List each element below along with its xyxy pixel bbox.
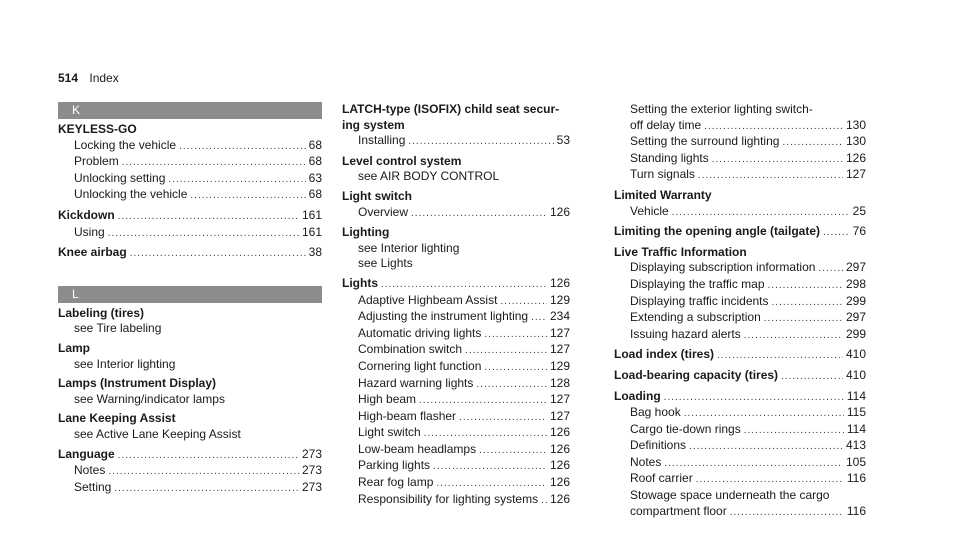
subentry: Setting ..... 273: [58, 480, 322, 497]
page-ref: 126: [549, 475, 570, 490]
page-ref: 161: [301, 207, 322, 222]
subentry: Cornering light function ..... 129: [342, 359, 570, 376]
section-letter-k: K: [58, 102, 322, 119]
subentry: Parking lights ..... 126: [342, 458, 570, 475]
page-ref: 297: [845, 310, 866, 325]
page-ref: 105: [845, 454, 866, 469]
index-entry-lights-continued: Setting the exterior lighting switch- off delay time ..... 130 Setting the surround lighting ..... 130 Standing lights ..... 126 Turn signals ..... 127: [614, 102, 866, 184]
page-ref: 115: [846, 405, 866, 420]
page-ref: 68: [308, 154, 322, 169]
subentry: Bag hook ..... 115: [614, 405, 866, 422]
page-ref: 410: [845, 367, 866, 382]
subentry: Adjusting the instrument lighting ..... 234: [342, 309, 570, 326]
subentry: Notes ..... 273: [58, 463, 322, 480]
page-ref: 129: [549, 292, 570, 307]
subentry: Overview ..... 126: [342, 205, 570, 222]
subentry: Rear fog lamp ..... 126: [342, 475, 570, 492]
page-ref: 273: [301, 446, 322, 461]
index-entry-lane-keeping: Lane Keeping Assist see Active Lane Keeping Assist: [58, 411, 322, 442]
page-ref: 161: [301, 224, 322, 239]
see-reference: see Active Lane Keeping Assist: [74, 426, 241, 441]
subentry: High-beam flasher ..... 127: [342, 409, 570, 426]
page-ref: 38: [308, 245, 322, 260]
section-letter-l: L: [58, 286, 322, 303]
subentry: Cargo tie-down rings ..... 114: [614, 422, 866, 439]
index-column-2: [342, 102, 570, 508]
subentry: off delay time ..... 130: [614, 118, 866, 135]
page-ref: 128: [549, 375, 570, 390]
index-entry-kickdown: Kickdown ..... 161 Using ..... 161: [58, 208, 322, 241]
subentry: Using ..... 161: [58, 225, 322, 242]
subentry: Turn signals ..... 127: [614, 167, 866, 184]
index-entry-lamps-display: Lamps (Instrument Display) see Warning/indicator lamps: [58, 376, 322, 407]
page-ref: 299: [845, 326, 866, 341]
subentry: Extending a subscription ..... 297: [614, 310, 866, 327]
subentry: Roof carrier ..... 116: [614, 471, 866, 488]
page-header-title: Index: [89, 71, 119, 85]
page-ref: 127: [845, 167, 866, 182]
subentry: Combination switch ..... 127: [342, 342, 570, 359]
page-ref: 127: [549, 392, 570, 407]
page-ref: 126: [549, 425, 570, 440]
subentry: Standing lights ..... 126: [614, 151, 866, 168]
subentry: Low-beam headlamps ..... 126: [342, 442, 570, 459]
subentry: Displaying traffic incidents ..... 299: [614, 294, 866, 311]
page-header: [58, 71, 119, 85]
page-ref: 53: [556, 133, 570, 148]
subentry: compartment floor ..... 116: [614, 504, 866, 521]
index-entry-latch: LATCH-type (ISOFIX) child seat secur- ing system Installing ..... 53: [342, 102, 570, 150]
page-ref: 127: [549, 408, 570, 423]
page-ref: 273: [301, 463, 322, 478]
page-ref: 126: [845, 150, 866, 165]
subentry: Problem ..... 68: [58, 154, 322, 171]
subentry: Adaptive Highbeam Assist ..... 129: [342, 293, 570, 310]
page-ref: 297: [845, 260, 866, 275]
page-ref: 68: [308, 137, 322, 152]
page-ref: 129: [549, 358, 570, 373]
subentry: Unlocking setting ..... 63: [58, 171, 322, 188]
page-ref: 127: [549, 325, 570, 340]
page-ref: 130: [845, 134, 866, 149]
index-entry-level-control: Level control system see AIR BODY CONTROL: [342, 154, 570, 185]
page-ref: 126: [549, 204, 570, 219]
entry-title: KEYLESS-GO: [58, 122, 137, 136]
page-number: 514: [58, 71, 79, 85]
see-reference: see Warning/indicator lamps: [74, 391, 225, 406]
page-ref: 126: [549, 275, 570, 290]
page-ref: 299: [845, 293, 866, 308]
subentry: Automatic driving lights ..... 127: [342, 326, 570, 343]
subentry: Responsibility for lighting systems ..... 126: [342, 492, 570, 509]
page-ref: 126: [549, 458, 570, 473]
see-reference: see AIR BODY CONTROL: [358, 169, 500, 184]
index-entry-lights: Lights ..... 126 Adaptive Highbeam Assist ..... 129 Adjusting the instrument lighting ..... 234 Automatic driving lights ..... 127 Combination switch ..... 127 Cornering light function ..... 129 Hazard warning lights ..... 128 High beam ..... 127 High-beam flasher ..... 127 Light switch ..... 126 Low-beam headlamps ..... 126 Parking lights ..... 126 Rear fog lamp ..... 126 Responsibility for lighting systems ..... 126: [342, 276, 570, 508]
page-ref: 68: [308, 187, 322, 202]
see-reference: see Lights: [358, 256, 413, 271]
index-entry-loading: Loading ..... 114 Bag hook ..... 115 Cargo tie-down rings ..... 114 Definitions ..... 413 Notes ..... 105 Roof carrier ..... 116 Stowage space underneath the cargo compartment floor ..... 116: [614, 389, 866, 521]
index-entry-language: Language ..... 273 Notes ..... 273 Setting ..... 273: [58, 447, 322, 497]
subentry: Vehicle ..... 25: [614, 204, 866, 221]
page-ref: 116: [846, 503, 866, 518]
page-ref: 114: [846, 421, 866, 436]
page-ref: 63: [308, 170, 322, 185]
page-ref: 273: [301, 479, 322, 494]
subentry: Definitions ..... 413: [614, 438, 866, 455]
page-ref: 76: [852, 224, 866, 239]
page-ref: 413: [845, 438, 866, 453]
subentry: Locking the vehicle ..... 68: [58, 138, 322, 155]
subentry: Installing ..... 53: [342, 133, 570, 150]
index-entry-opening-angle: Limiting the opening angle (tailgate) ..... 76: [614, 224, 866, 241]
subentry: Issuing hazard alerts ..... 299: [614, 327, 866, 344]
index-column-3: [614, 102, 866, 524]
subentry: Light switch ..... 126: [342, 425, 570, 442]
index-entry-labeling: Labeling (tires) see Tire labeling: [58, 306, 322, 337]
index-entry-load-index: Load index (tires) ..... 410: [614, 347, 866, 364]
see-reference: see Interior lighting: [74, 356, 176, 371]
subentry: Hazard warning lights ..... 128: [342, 376, 570, 393]
index-entry-load-bearing: Load-bearing capacity (tires) ..... 410: [614, 368, 866, 385]
subentry: Displaying subscription information ..... 297: [614, 260, 866, 277]
index-entry-lamp: Lamp see Interior lighting: [58, 341, 322, 372]
page-ref: 130: [845, 117, 866, 132]
page-ref: 127: [549, 342, 570, 357]
page-ref: 126: [549, 441, 570, 456]
index-entry-lighting: Lighting see Interior lighting see Lights: [342, 225, 570, 272]
subentry: Displaying the traffic map ..... 298: [614, 277, 866, 294]
subentry: High beam ..... 127: [342, 392, 570, 409]
see-reference: see Interior lighting: [358, 240, 460, 255]
page-ref: 410: [845, 347, 866, 362]
index-column-1: [58, 102, 322, 500]
index-entry-live-traffic: Live Traffic Information Displaying subscription information ..... 297 Displaying the traffic map ..... 298 Displaying traffic incidents ..... 299 Extending a subscription ..... 297 Issuing hazard alerts ..... 299: [614, 245, 866, 344]
page-ref: 116: [846, 471, 866, 486]
index-entry-knee-airbag: Knee airbag ..... 38: [58, 245, 322, 262]
page-ref: 114: [846, 388, 866, 403]
page-ref: 234: [549, 309, 570, 324]
page-ref: 126: [549, 491, 570, 506]
subentry: Unlocking the vehicle ..... 68: [58, 187, 322, 204]
index-entry-light-switch: Light switch Overview ..... 126: [342, 189, 570, 221]
subentry: Setting the surround lighting ..... 130: [614, 134, 866, 151]
index-entry-limited-warranty: Limited Warranty Vehicle ..... 25: [614, 188, 866, 220]
subentry: Notes ..... 105: [614, 455, 866, 472]
page-ref: 25: [852, 203, 866, 218]
page-ref: 298: [845, 276, 866, 291]
index-entry-keyless-go: [58, 122, 322, 204]
see-reference: see Tire labeling: [74, 321, 162, 336]
